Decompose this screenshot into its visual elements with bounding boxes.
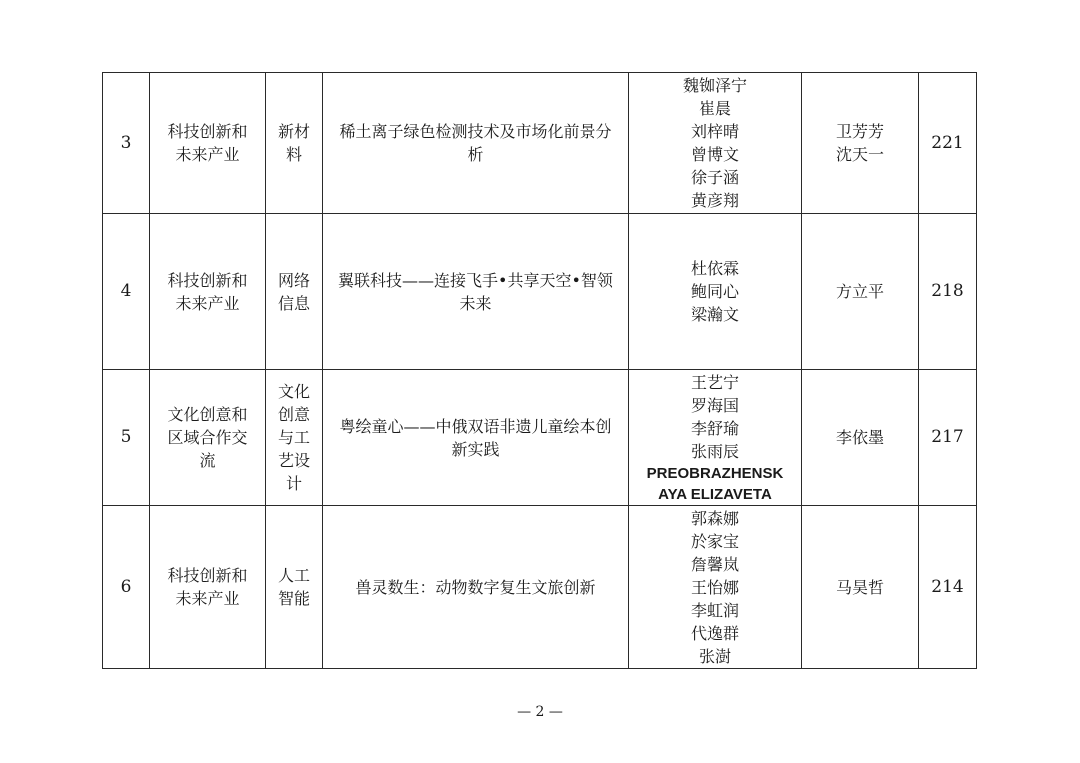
member-name: 徐子涵 bbox=[690, 168, 739, 187]
field-cell: 新材料 bbox=[266, 73, 323, 214]
advisor-name: 方立平 bbox=[835, 282, 884, 301]
member-name: 罗海国 bbox=[690, 395, 739, 415]
category-cell: 文化创意和区域合作交流 bbox=[150, 370, 266, 506]
advisor-name: 沈天一 bbox=[835, 145, 884, 164]
members-cell bbox=[629, 73, 802, 214]
member-name: 郭森娜 bbox=[690, 508, 739, 528]
project-title: 粤绘童心——中俄双语非遗儿童绘本创新实践 bbox=[323, 370, 629, 506]
member-name-latin: AYA ELIZAVETA bbox=[658, 485, 772, 503]
page-number: — 2 — bbox=[517, 704, 563, 720]
row-number: 5 bbox=[103, 370, 150, 506]
field-cell: 网络信息 bbox=[266, 214, 323, 370]
member-name: 於家宝 bbox=[690, 531, 739, 551]
members-cell bbox=[629, 370, 802, 506]
row-number: 4 bbox=[103, 214, 150, 370]
project-title: 兽灵数生：动物数字复生文旅创新 bbox=[323, 506, 629, 669]
member-name: 李虹润 bbox=[690, 600, 739, 620]
member-name: 杜依霖 bbox=[690, 259, 739, 278]
category-cell: 科技创新和未来产业 bbox=[150, 73, 266, 214]
advisor-cell bbox=[802, 370, 919, 506]
member-name: 王怡娜 bbox=[690, 577, 739, 597]
results-table bbox=[102, 72, 977, 669]
field-cell: 人工智能 bbox=[266, 506, 323, 669]
project-title: 稀土离子绿色检测技术及市场化前景分析 bbox=[323, 73, 629, 214]
advisor-name: 马昊哲 bbox=[835, 577, 884, 597]
advisor-cell bbox=[802, 506, 919, 669]
table-row bbox=[103, 370, 977, 506]
advisor-cell bbox=[802, 214, 919, 370]
advisor-name: 李依墨 bbox=[835, 428, 884, 447]
member-name: 张雨辰 bbox=[690, 441, 739, 461]
member-name: 李舒瑜 bbox=[690, 418, 739, 438]
member-name: 鲍同心 bbox=[690, 282, 739, 301]
member-name: 崔晨 bbox=[698, 99, 731, 118]
advisor-cell bbox=[802, 73, 919, 214]
score-cell: 214 bbox=[919, 506, 977, 669]
member-name: 曾博文 bbox=[690, 145, 739, 164]
category-cell: 科技创新和未来产业 bbox=[150, 506, 266, 669]
advisor-name: 卫芳芳 bbox=[835, 122, 884, 141]
member-name: 魏铷泽宁 bbox=[682, 76, 747, 95]
member-name: 代逸群 bbox=[690, 623, 739, 643]
member-name: 詹馨岚 bbox=[690, 554, 739, 574]
row-number: 6 bbox=[103, 506, 150, 669]
member-name-latin: PREOBRAZHENSK bbox=[646, 464, 784, 482]
score-cell: 221 bbox=[919, 73, 977, 214]
project-title: 翼联科技——连接飞手•共享天空•智领未来 bbox=[323, 214, 629, 370]
members-cell bbox=[629, 214, 802, 370]
category-cell: 科技创新和未来产业 bbox=[150, 214, 266, 370]
table-row bbox=[103, 214, 977, 370]
table-row bbox=[103, 73, 977, 214]
member-name: 梁瀚文 bbox=[690, 305, 739, 324]
row-number: 3 bbox=[103, 73, 150, 214]
member-name: 刘梓晴 bbox=[690, 122, 739, 141]
member-name: 张澍 bbox=[698, 646, 731, 666]
member-name: 黄彦翔 bbox=[690, 191, 739, 210]
score-cell: 218 bbox=[919, 214, 977, 370]
table-row bbox=[103, 506, 977, 669]
score-cell: 217 bbox=[919, 370, 977, 506]
field-cell: 文化创意与工艺设计 bbox=[266, 370, 323, 506]
member-name: 王艺宁 bbox=[690, 372, 739, 392]
members-cell bbox=[629, 506, 802, 669]
